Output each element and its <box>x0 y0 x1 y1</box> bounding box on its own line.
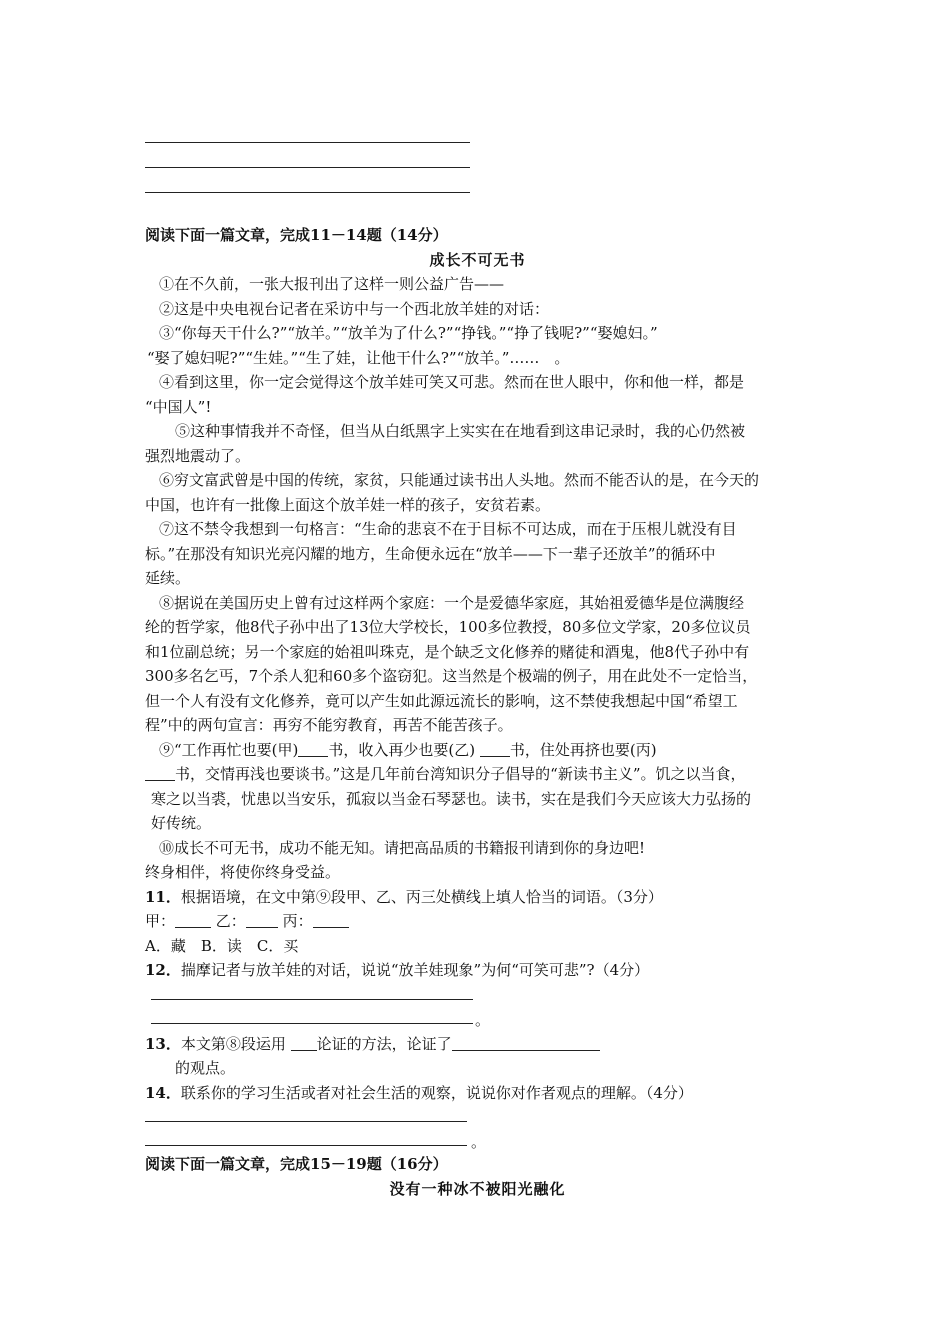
answer-line[interactable] <box>151 983 473 1000</box>
section-heading: 阅读下面一篇文章，完成11－14题（14分） <box>145 226 448 244</box>
label-jia: 甲： <box>145 912 176 930</box>
paragraph: ⑤这种事情我并不奇怪，但当从白纸黑字上实实在在地看到这串记录时，我的心仍然被 <box>175 422 746 440</box>
question-11 <box>145 885 810 910</box>
answer-line[interactable] <box>145 1105 467 1122</box>
blank-bing[interactable] <box>145 764 175 781</box>
paragraph: “中国人”! <box>145 397 212 416</box>
paragraph: 延续。 <box>145 569 191 587</box>
paragraph: 纶的哲学家，他8代子孙中出了13位大学校长，100多位教授，80多位文学家，20多位议员 <box>145 618 751 636</box>
answer-line <box>145 142 470 143</box>
answer-yi[interactable] <box>246 911 278 928</box>
question-number: 13． <box>145 1034 181 1053</box>
paragraph: ③“你每天干什么?”“放羊。”“放羊为了什么?”“挣钱。”“挣了钱呢?”“娶媳妇。” <box>159 324 658 342</box>
paragraph: 终身相伴，将使你终身受益。 <box>145 863 341 881</box>
paragraph: “娶了媳妇呢?”“生娃。”“生了娃，让他干什么?”“放羊。”…… 。 <box>147 348 570 367</box>
answer-line[interactable] <box>151 1000 473 1024</box>
paragraph: 中国，也许有一批像上面这个放羊娃一样的孩子，安贫若素。 <box>145 495 551 514</box>
question-13 <box>145 1032 810 1057</box>
article-title: 没有一种冰不被阳光融化 <box>389 1179 566 1198</box>
paragraph-text: 书，住处再挤也要(丙) <box>509 740 657 759</box>
answer-area-12 <box>151 983 491 1029</box>
paragraph: 300多名乞丐，7个杀人犯和60多个盗窃犯。这当然是个极端的例子，用在此处不一定恰当， <box>145 667 758 685</box>
answer-line[interactable] <box>145 1122 467 1146</box>
answer-line <box>145 192 470 193</box>
article-title: 成长不可无书 <box>429 250 526 269</box>
question-11-blanks <box>145 909 810 934</box>
answer-method[interactable] <box>291 1034 317 1051</box>
question-14 <box>145 1081 810 1106</box>
blank-yi[interactable] <box>480 740 510 757</box>
label-bing: 丙： <box>277 912 313 930</box>
paragraph: ⑦这不禁令我想到一句格言：“生命的悲哀不在于目标不可达成，而在于压根儿就没有目 <box>159 520 737 538</box>
paragraph-9-cont <box>145 762 810 787</box>
answer-viewpoint[interactable] <box>452 1034 600 1051</box>
exam-page <box>145 128 810 1201</box>
question-13-cont: 的观点。 <box>175 1059 236 1077</box>
paragraph: 好传统。 <box>151 814 212 832</box>
paragraph: 强烈地震动了。 <box>145 446 251 465</box>
question-number: 12． <box>145 961 181 979</box>
paragraph: 标。”在那没有知识光亮闪耀的地方，生命便永远在“放羊——下一辈子还放羊”的循环中 <box>145 544 716 563</box>
paragraph: ⑩成长不可无书，成功不能无知。请把高品质的书籍报刊请到你的身边吧! <box>159 838 646 857</box>
question-text: 本文第⑧段运用 <box>180 1034 291 1053</box>
question-text: 根据语境，在文中第⑨段甲、乙、丙三处横线上填人恰当的词语。（3分） <box>180 887 663 906</box>
paragraph-text: 书，交情再浅也要谈书。”这是几年前台湾知识分子倡导的“新读书主义”。饥之以当食， <box>175 765 746 783</box>
paragraph: 程”中的两句宣言：再穷不能穷教育，再苦不能苦孩子。 <box>145 716 513 734</box>
paragraph: ①在不久前，一张大报刊出了这样一则公益广告—— <box>159 275 505 293</box>
paragraph-text: 书，收入再少也要(乙) <box>328 740 480 759</box>
question-12 <box>145 958 810 983</box>
paragraph: ②这是中央电视台记者在采访中与一个西北放羊娃的对话： <box>159 299 550 318</box>
question-text: 联系你的学习生活或者对社会生活的观察，说说你对作者观点的理解。（4分） <box>180 1083 693 1102</box>
label-yi: 乙： <box>211 912 246 930</box>
period: 。 <box>471 1133 487 1151</box>
paragraph-9 <box>145 738 810 763</box>
paragraph: 但一个人有没有文化修养，竟可以产生如此源远流长的影响，这不禁使我想起中国“希望工 <box>145 691 738 710</box>
answer-line <box>145 167 470 168</box>
paragraph: ⑥穷文富武曾是中国的传统，家贫，只能通过读书出人头地。然而不能否认的是，在今天的 <box>159 471 760 489</box>
section-heading: 阅读下面一篇文章，完成15－19题（16分） <box>145 1155 448 1173</box>
answer-jia[interactable] <box>175 911 211 928</box>
paragraph-text: ⑨“工作再忙也要(甲) <box>159 740 299 759</box>
question-text: 揣摩记者与放羊娃的对话，说说“放羊娃现象”为何“可笑可悲”?（4分） <box>180 961 650 979</box>
question-number: 11． <box>145 887 181 906</box>
answer-area-14 <box>145 1105 487 1151</box>
period: 。 <box>475 1010 491 1029</box>
blank-jia[interactable] <box>298 740 328 757</box>
question-number: 14． <box>145 1083 181 1102</box>
paragraph: 和1位副总统；另一个家庭的始祖叫珠克，是个缺乏文化修养的赌徒和酒鬼，他8代子孙中有 <box>145 642 750 661</box>
paragraph: ④看到这里，你一定会觉得这个放羊娃可笑又可悲。然而在世人眼中，你和他一样，都是 <box>159 373 745 391</box>
paragraph: ⑧据说在美国历史上曾有过这样两个家庭：一个是爱德华家庭，其始祖爱德华是位满腹经 <box>159 593 745 612</box>
answer-bing[interactable] <box>313 911 349 928</box>
question-11-options: A．藏 B．读 C．买 <box>145 936 299 955</box>
paragraph: 寒之以当裘，忧患以当安乐，孤寂以当金石琴瑟也。读书，实在是我们今天应该大力弘扬的 <box>151 789 752 808</box>
question-text: 论证的方法，论证了 <box>316 1034 452 1053</box>
